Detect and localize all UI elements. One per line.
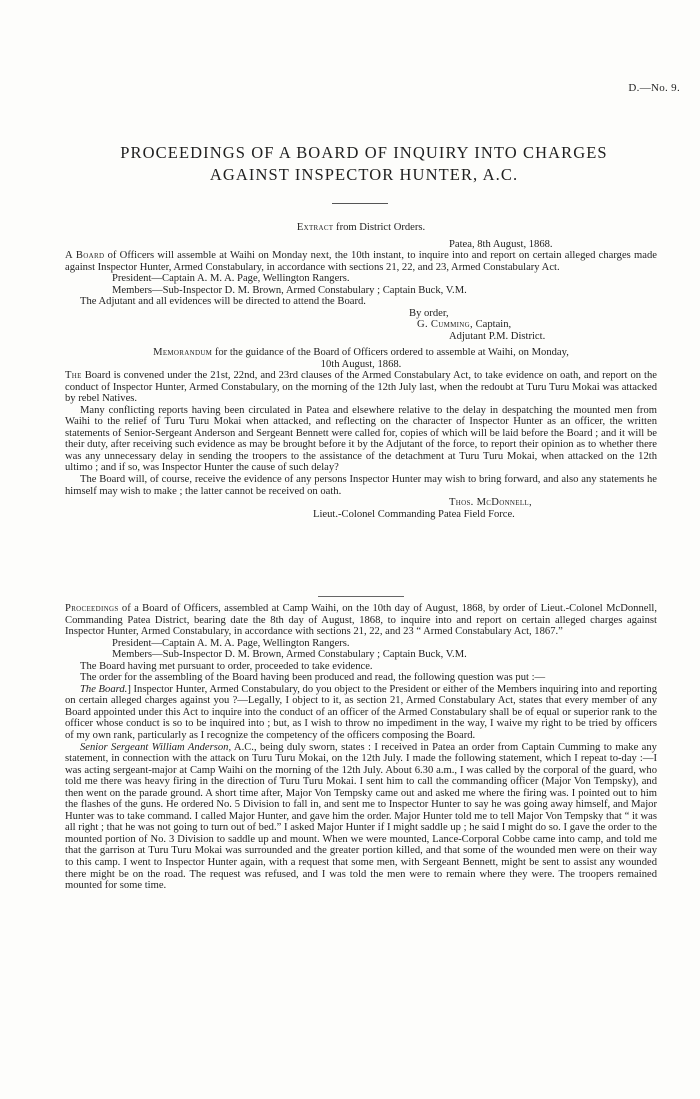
- title-line-2: AGAINST INSPECTOR HUNTER, A.C.: [209, 165, 519, 184]
- memorandum-paragraph-3: The Board will, of course, receive the evidence of any persons Inspector Hunter may wish to bring forward, and also any statements he himself may wish to make ; the latter cannot be received on oath.: [65, 474, 657, 497]
- board-question-text: ] Inspector Hunter, Armed Constabulary, do you object to the President or either of the Members inquiring into and reporting on certain alleged charges against you ?—Legally, I object to it, as section 21, Armed Constabulary Act, states that every member of any Board appointed under this Act to inquire into the conduct of an officer of the Armed Constabulary shall be of equal or superior rank to the officer whose conduct is so to be inquired into ; but, as I wish to throw no impediment in the way, I waive my right to be tried by officers of my own rank, particularly as I recognize the competency of the officers composing the Board.: [65, 683, 658, 742]
- board-question: [65, 684, 657, 742]
- extract-heading-rest: from District Orders.: [333, 222, 426, 233]
- section-divider: [318, 596, 404, 597]
- proceedings-paragraph-1-text: of a Board of Officers, assembled at Camp Waihi, on the 10th day of August, 1868, by order of Lieut.-Colonel McDonnell, Commanding Patea District, bearing date the 8th day of August, 1868, to inquire into and report on certain alleged charges against Inspector Hunter, Armed Constabulary, in accordance with sections 21, 22, and 23 “ Armed Constabulary Act, 1867.”: [65, 603, 657, 638]
- memorandum-paragraph-2: Many conflicting reports having been circulated in Patea and elsewhere relative to the delay in despatching the mounted men from Waihi to the relief of Turu Turu Mokai when attacked, and reflecting on the character of Inspector Hunter as an officer, the written statements of Senior-Sergeant Anderson and Sergeant Bennett were called for, copies of which will be laid before the Board ; and it will be their duty, after receiving such evidence as may be brought before it by the Adjutant of the force, to report their opinion as to whether there was any unnecessary delay in sending the troopers to the assistance of the detachment at Turu Turu Mokai, when attacked on the 12th ultimo ; and if so, was Inspector Hunter the cause of such delay?: [65, 404, 657, 474]
- memorandum-heading-rest: for the guidance of the Board of Officers ordered to assemble at Waihi, on Monday,: [212, 347, 569, 358]
- extract-signature-title: Adjutant P.M. District.: [449, 330, 546, 342]
- memorandum-paragraph-1-text: Board is convened under the 21st, 22nd, and 23rd clauses of the Armed Constabulary Act, to take evidence on oath, and report on the conduct of Inspector Hunter, Armed Constabulary, on the morning of the 12th July last, when the redoubt at Turu Turu Mokai was attacked by rebel Natives.: [65, 370, 657, 405]
- extract-heading-sc: Extract: [296, 222, 334, 233]
- extract-place-date: Patea, 8th August, 1868.: [449, 238, 553, 250]
- extract-members: Members—Sub-Inspector D. M. Brown, Armed Constabulary ; Captain Buck, V.M.: [112, 284, 467, 296]
- extract-by-order: By order,: [409, 307, 449, 319]
- anderson-testimony: [65, 742, 657, 892]
- extract-president: President—Captain A. M. A. Page, Wellington Rangers.: [112, 273, 350, 285]
- memorandum-paragraph-1: [65, 370, 657, 405]
- anderson-testimony-speaker: Senior Sergeant William Anderson,: [80, 741, 232, 753]
- proceedings-paragraph-3: The order for the assembling of the Board having been produced and read, the following question was put :—: [80, 672, 546, 684]
- extract-paragraph-sc: A Board: [65, 250, 105, 262]
- proceedings-president: President—Captain A. M. A. Page, Wellington Rangers.: [112, 637, 350, 649]
- memorandum-paragraph-1-sc: The: [65, 370, 82, 382]
- memorandum-section: [65, 347, 657, 520]
- proceedings-paragraph-1: [65, 603, 657, 638]
- extract-section: [65, 222, 657, 342]
- memorandum-signature-title: Lieut.-Colonel Commanding Patea Field Force.: [313, 508, 515, 520]
- extract-heading: [65, 222, 657, 234]
- proceedings-members: Members—Sub-Inspector D. M. Brown, Armed Constabulary ; Captain Buck, V.M.: [112, 649, 467, 661]
- memorandum-heading: [65, 347, 657, 370]
- extract-paragraph-text: of Officers will assemble at Waihi on Monday next, the 10th instant, to inquire into and report on certain alleged charges made against Inspector Hunter, Armed Constabulary, in accordance with sections 21, 22, and 23, Armed Constabulary Act.: [65, 250, 657, 273]
- extract-paragraph: [65, 250, 657, 273]
- memorandum-signature: Thos. McDonnell,: [449, 497, 532, 509]
- title-line-1: PROCEEDINGS OF A BOARD OF INQUIRY INTO CHARGES: [120, 143, 608, 162]
- proceedings-paragraph-2: The Board having met pursuant to order, proceeded to take evidence.: [80, 660, 373, 672]
- extract-signature-name: G. Cumming,: [417, 319, 473, 331]
- extract-adjutant: The Adjutant and all evidences will be directed to attend the Board.: [80, 296, 366, 308]
- extract-signature: [65, 319, 657, 331]
- document-reference: D.—No. 9.: [628, 82, 680, 94]
- document-title: [64, 142, 664, 186]
- anderson-testimony-text: A.C., being duly sworn, states : I received in Patea an order from Captain Cumming to make any statement, in connection with the attack on Turu Turu Mokai, on the 12th July. I made the following statement, which I repeat to-day :—I was acting sergeant-major at Camp Waihi on the morning of the 12th July. About 6.30 a.m., I was called by the corporal of the guard, who told me there was heavy firing in the direction of Turu Turu Mokai. I sent him to call the commanding officer (Major Von Tempsky), and then went on the parade ground. A short time after, Major Von Tempsky came out and asked me where the firing was. I pointed out to him the flashes of the guns. He ordered No. 5 Division to fall in, and sent me to Inspector Hunter to say he was going away himself, and Major Hunter was to take command. I called Major Hunter, and gave him the order. Major Hunter told me to tell Major Von Tempsky that “ it was all right ; that he was not going to turn out of bed.” I asked Major Hunter if I might saddle up ; he said I might do so. I gave the order to the mounted portion of No. 3 Division to saddle up and mount. When we were mounted, Lance-Corporal Cobbe came into camp, and told me that the garrison at Turu Turu Mokai was surrounded and the greater portion killed, and that some of the wounded men were on their way to this camp. I went to Inspector Hunter again, with a request that some men, with Sergeant Bennett, might be sent to assist any wounded there might be on the road. The request was refused, and I was told the men were to remain where they were. The troopers remained mounted for some time.: [65, 741, 657, 892]
- extract-signature-rank: Captain,: [472, 319, 512, 331]
- memorandum-heading-date: 10th August, 1868.: [320, 358, 402, 370]
- proceedings-paragraph-1-sc: Proceedings: [65, 603, 119, 614]
- memorandum-heading-sc: Memorandum: [153, 347, 213, 358]
- board-question-speaker: The Board.: [80, 683, 128, 695]
- proceedings-section: [65, 603, 657, 892]
- title-divider: [332, 203, 388, 204]
